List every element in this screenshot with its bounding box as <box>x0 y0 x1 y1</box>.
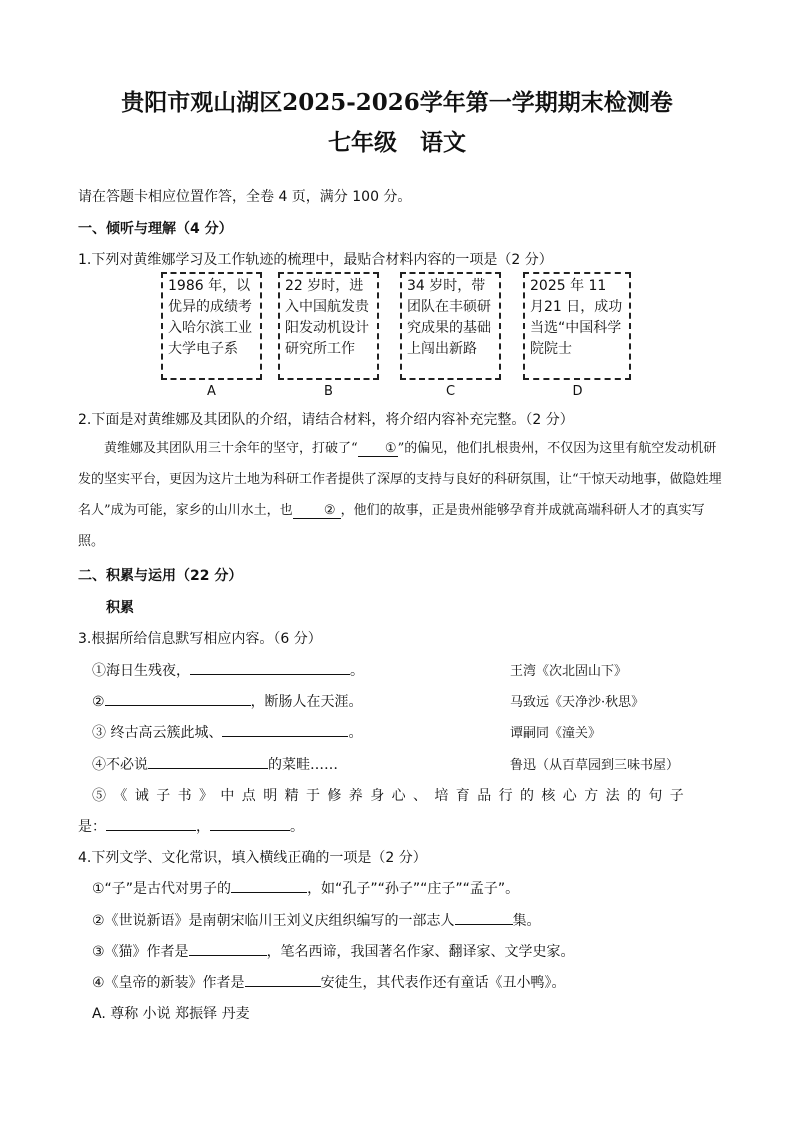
page-title: 贵阳市观山湖区2025-2026学年第一学期期末检测卷 <box>121 89 673 116</box>
section2-subheading: 积累 <box>106 600 134 616</box>
q4-item-1 <box>92 878 519 898</box>
q3-item-5b-sep: ， <box>196 819 210 835</box>
q1-option-a-label: A <box>207 384 216 399</box>
q4-option-a[interactable]: A. 尊称 小说 郑振铎 丹麦 <box>92 1006 250 1022</box>
q3-source-2: 马致远《天净沙·秋思》 <box>510 695 645 710</box>
q1-option-a-box: 1986 年，以优异的成绩考入哈尔滨工业大学电子系 <box>161 272 262 380</box>
q3-item-4 <box>92 754 338 774</box>
q4-item-1-post: ，如“孔子”“孙子”“庄子”“孟子”。 <box>307 881 520 897</box>
q3-item-5b-pre: 是： <box>78 819 106 835</box>
q3-item-5b-end: 。 <box>290 819 304 835</box>
q3-item-3-pre: ③ 终古高云簇此城、 <box>92 725 223 741</box>
q3-item-2 <box>92 691 363 711</box>
q3-source-1: 王湾《次北固山下》 <box>510 664 628 679</box>
q2-stem: 2.下面是对黄维娜及其团队的介绍，请结合材料，将介绍内容补充完整。（2 分） <box>78 412 574 428</box>
q3-blank-2[interactable] <box>105 691 251 706</box>
q3-blank-3[interactable] <box>222 722 348 737</box>
q4-item-4-pre: ④《皇帝的新装》作者是 <box>92 975 245 991</box>
q3-item-2-pre: ② <box>92 694 105 710</box>
q4-blank-4[interactable] <box>245 972 321 987</box>
q1-option-c-box: 34 岁时，带团队在丰硕研究成果的基础上闯出新路 <box>400 272 501 380</box>
q2-blank-2[interactable]: ② <box>293 504 341 519</box>
q3-item-1-post: 。 <box>350 663 364 679</box>
q4-blank-1[interactable] <box>231 878 307 893</box>
section1-heading: 一、倾听与理解（4 分） <box>78 221 233 237</box>
q3-stem: 3.根据所给信息默写相应内容。（6 分） <box>78 631 322 647</box>
q2-blank-1[interactable]: ① <box>358 442 398 457</box>
q3-item-5: ⑤《诫子书》中点明精于修养身心、培育品行的核心方法的句子 <box>92 788 692 804</box>
q1-option-b-box: 22 岁时，进入中国航发贵阳发动机设计研究所工作 <box>278 272 379 380</box>
q3-source-4: 鲁迅（从百草园到三味书屋） <box>510 758 680 773</box>
q2-text-1: 黄维娜及其团队用三十余年的坚守，打破了“ <box>104 441 358 456</box>
q3-item-4-post: 的菜畦…… <box>268 757 338 773</box>
q3-item-1-pre: ①海日生残夜， <box>92 663 190 679</box>
q4-blank-2[interactable] <box>455 910 513 925</box>
q1-option-d-label: D <box>572 384 583 399</box>
q3-source-3: 谭嗣同《潼关》 <box>510 726 602 741</box>
q1-option-b-label: B <box>324 384 333 399</box>
q3-item-2-post: ，断肠人在天涯。 <box>250 694 363 710</box>
q3-blank-1[interactable] <box>190 660 350 675</box>
q3-blank-5b[interactable] <box>210 816 290 831</box>
q4-item-3 <box>92 941 575 961</box>
q4-item-3-pre: ③《猫》作者是 <box>92 944 189 960</box>
page-subtitle: 七年级 语文 <box>328 129 466 156</box>
q4-item-4 <box>92 972 566 992</box>
q4-item-2 <box>92 910 541 930</box>
q4-item-4-post: 安徒生，其代表作还有童话《丑小鸭》。 <box>320 975 566 991</box>
q4-item-2-post: 集。 <box>512 913 541 929</box>
q4-item-2-pre: ②《世说新语》是南朝宋临川王刘义庆组织编写的一部志人 <box>92 913 455 929</box>
q3-item-3 <box>92 722 362 742</box>
q2-text-2: ”的偏见，他们扎根贵州，不仅因为这里有航空发动机研发的坚实平台，更因为这片土地为科研工作者提供了深厚的支持与良好的科研氛围，让“干惊天动地事，做隐姓埋名人”成为可能，家乡的山川水土，也 <box>78 441 722 518</box>
q3-blank-5a[interactable] <box>106 816 196 831</box>
instructions: 请在答题卡相应位置作答，全卷 4 页，满分 100 分。 <box>78 189 412 205</box>
q3-blank-4[interactable] <box>148 754 268 769</box>
q1-option-c-label: C <box>445 384 456 399</box>
q2-paragraph <box>78 433 722 557</box>
q1-option-d-box: 2025 年 11 月21 日，成功当选“中国科学院院士 <box>523 272 631 380</box>
section2-heading: 二、积累与运用（22 分） <box>78 568 243 584</box>
q3-item-1 <box>92 660 364 680</box>
q4-stem: 4.下列文学、文化常识，填入横线正确的一项是（2 分） <box>78 850 427 866</box>
q1-stem: 1.下列对黄维娜学习及工作轨迹的梳理中，最贴合材料内容的一项是（2 分） <box>78 252 553 268</box>
q4-blank-3[interactable] <box>189 941 267 956</box>
q4-item-3-post: ，笔名西谛，我国著名作家、翻译家、文学史家。 <box>266 944 575 960</box>
q3-item-4-pre: ④不必说 <box>92 757 148 773</box>
q3-item-3-post: 。 <box>348 725 363 741</box>
q4-item-1-pre: ①“子”是古代对男子的 <box>92 881 232 897</box>
q3-item-5b <box>78 816 304 836</box>
q2-text-3: ，他们的故事，正是贵州能够孕育并成就高端科研人才的真实写照。 <box>78 503 705 549</box>
